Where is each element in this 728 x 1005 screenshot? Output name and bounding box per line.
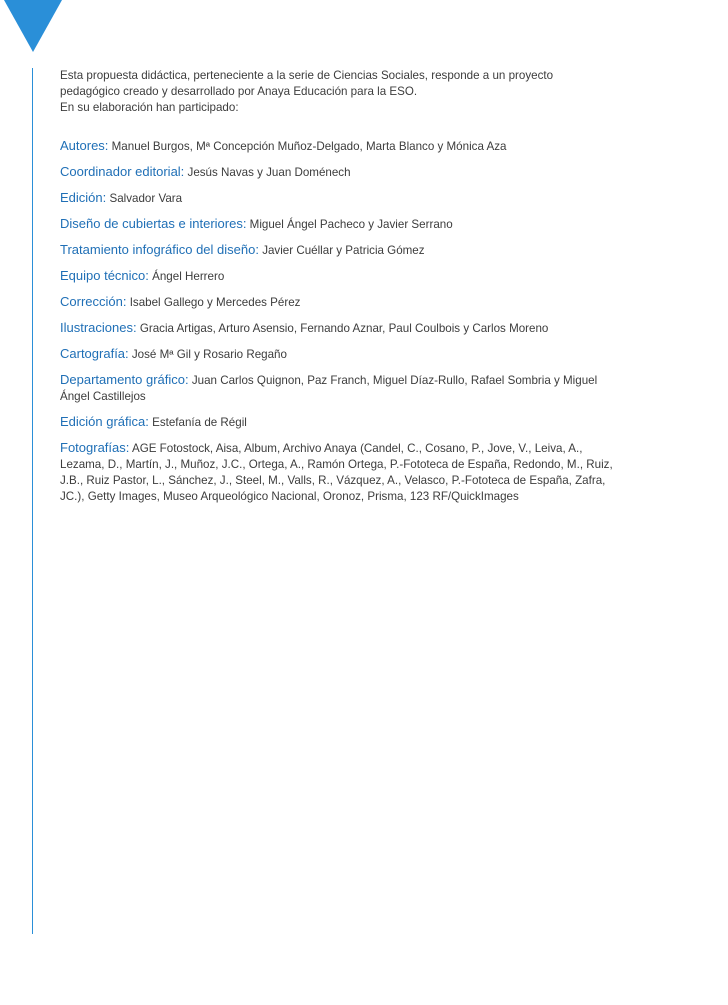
intro-line: Esta propuesta didáctica, perteneciente a la serie de Ciencias Sociales, responde a un proyecto xyxy=(60,69,554,82)
credit-label: Fotografías: xyxy=(60,440,130,455)
credit-text: Javier Cuéllar y Patricia Gómez xyxy=(258,244,425,257)
credit-edicion xyxy=(60,190,620,207)
credit-text: Miguel Ángel Pacheco y Javier Serrano xyxy=(246,218,453,231)
intro-line: pedagógico creado y desarrollado por Anaya Educación para la ESO. xyxy=(60,85,418,98)
margin-rule xyxy=(32,68,33,934)
credit-text: Juan Carlos Quignon, Paz Franch, Miguel Díaz-Rullo, Rafael Sombria y Miguel Ángel Castillejos xyxy=(60,374,598,403)
credit-tratamiento-infografico xyxy=(60,242,620,259)
credit-label: Edición gráfica: xyxy=(60,414,149,429)
credits-page xyxy=(60,68,620,514)
credit-label: Diseño de cubiertas e interiores: xyxy=(60,216,247,231)
intro-line: En su elaboración han participado: xyxy=(60,101,239,114)
credit-edicion-grafica xyxy=(60,414,620,431)
credit-label: Ilustraciones: xyxy=(60,320,137,335)
credit-text: Estefanía de Régil xyxy=(148,416,247,429)
credit-autores xyxy=(60,138,620,155)
credit-text: AGE Fotostock, Aisa, Album, Archivo Anaya (Candel, C., Cosano, P., Jove, V., Leiva, A., Lezama, D., Martín, J., Muñoz, J.C., Ortega, A., Ramón Ortega, P.-Fototeca de España, Redondo, M., Ruiz, J.B., Ruiz Pastor, L., Sánchez, J., Steel, M., Valls, R., Vázquez, A., Velasco, P.-Fototeca de España, Zafra, JC.), Getty Images, Museo Arqueológico Nacional, Oronoz, Prisma, 123 RF/QuickImages xyxy=(60,442,613,503)
credit-diseno xyxy=(60,216,620,233)
credit-ilustraciones xyxy=(60,320,620,337)
credit-text: Salvador Vara xyxy=(106,192,183,205)
credit-text: Isabel Gallego y Mercedes Pérez xyxy=(126,296,301,309)
credit-label: Tratamiento infográfico del diseño: xyxy=(60,242,259,257)
credit-text: Gracia Artigas, Arturo Asensio, Fernando Aznar, Paul Coulbois y Carlos Moreno xyxy=(136,322,549,335)
credit-text: José Mª Gil y Rosario Regaño xyxy=(128,348,287,361)
credit-label: Edición: xyxy=(60,190,107,205)
credit-text: Jesús Navas y Juan Doménech xyxy=(184,166,351,179)
credit-fotografias xyxy=(60,440,620,505)
credit-coordinador-editorial xyxy=(60,164,620,181)
credit-text: Ángel Herrero xyxy=(148,270,225,283)
credit-cartografia xyxy=(60,346,620,363)
credit-label: Coordinador editorial: xyxy=(60,164,185,179)
credit-equipo-tecnico xyxy=(60,268,620,285)
credit-correccion xyxy=(60,294,620,311)
credit-label: Equipo técnico: xyxy=(60,268,149,283)
credit-label: Autores: xyxy=(60,138,109,153)
intro-paragraph xyxy=(60,68,620,116)
credit-label: Departamento gráfico: xyxy=(60,372,189,387)
corner-triangle-decoration xyxy=(4,0,62,52)
credit-text: Manuel Burgos, Mª Concepción Muñoz-Delgado, Marta Blanco y Mónica Aza xyxy=(108,140,507,153)
credit-label: Corrección: xyxy=(60,294,127,309)
credit-label: Cartografía: xyxy=(60,346,129,361)
credit-departamento-grafico xyxy=(60,372,620,405)
